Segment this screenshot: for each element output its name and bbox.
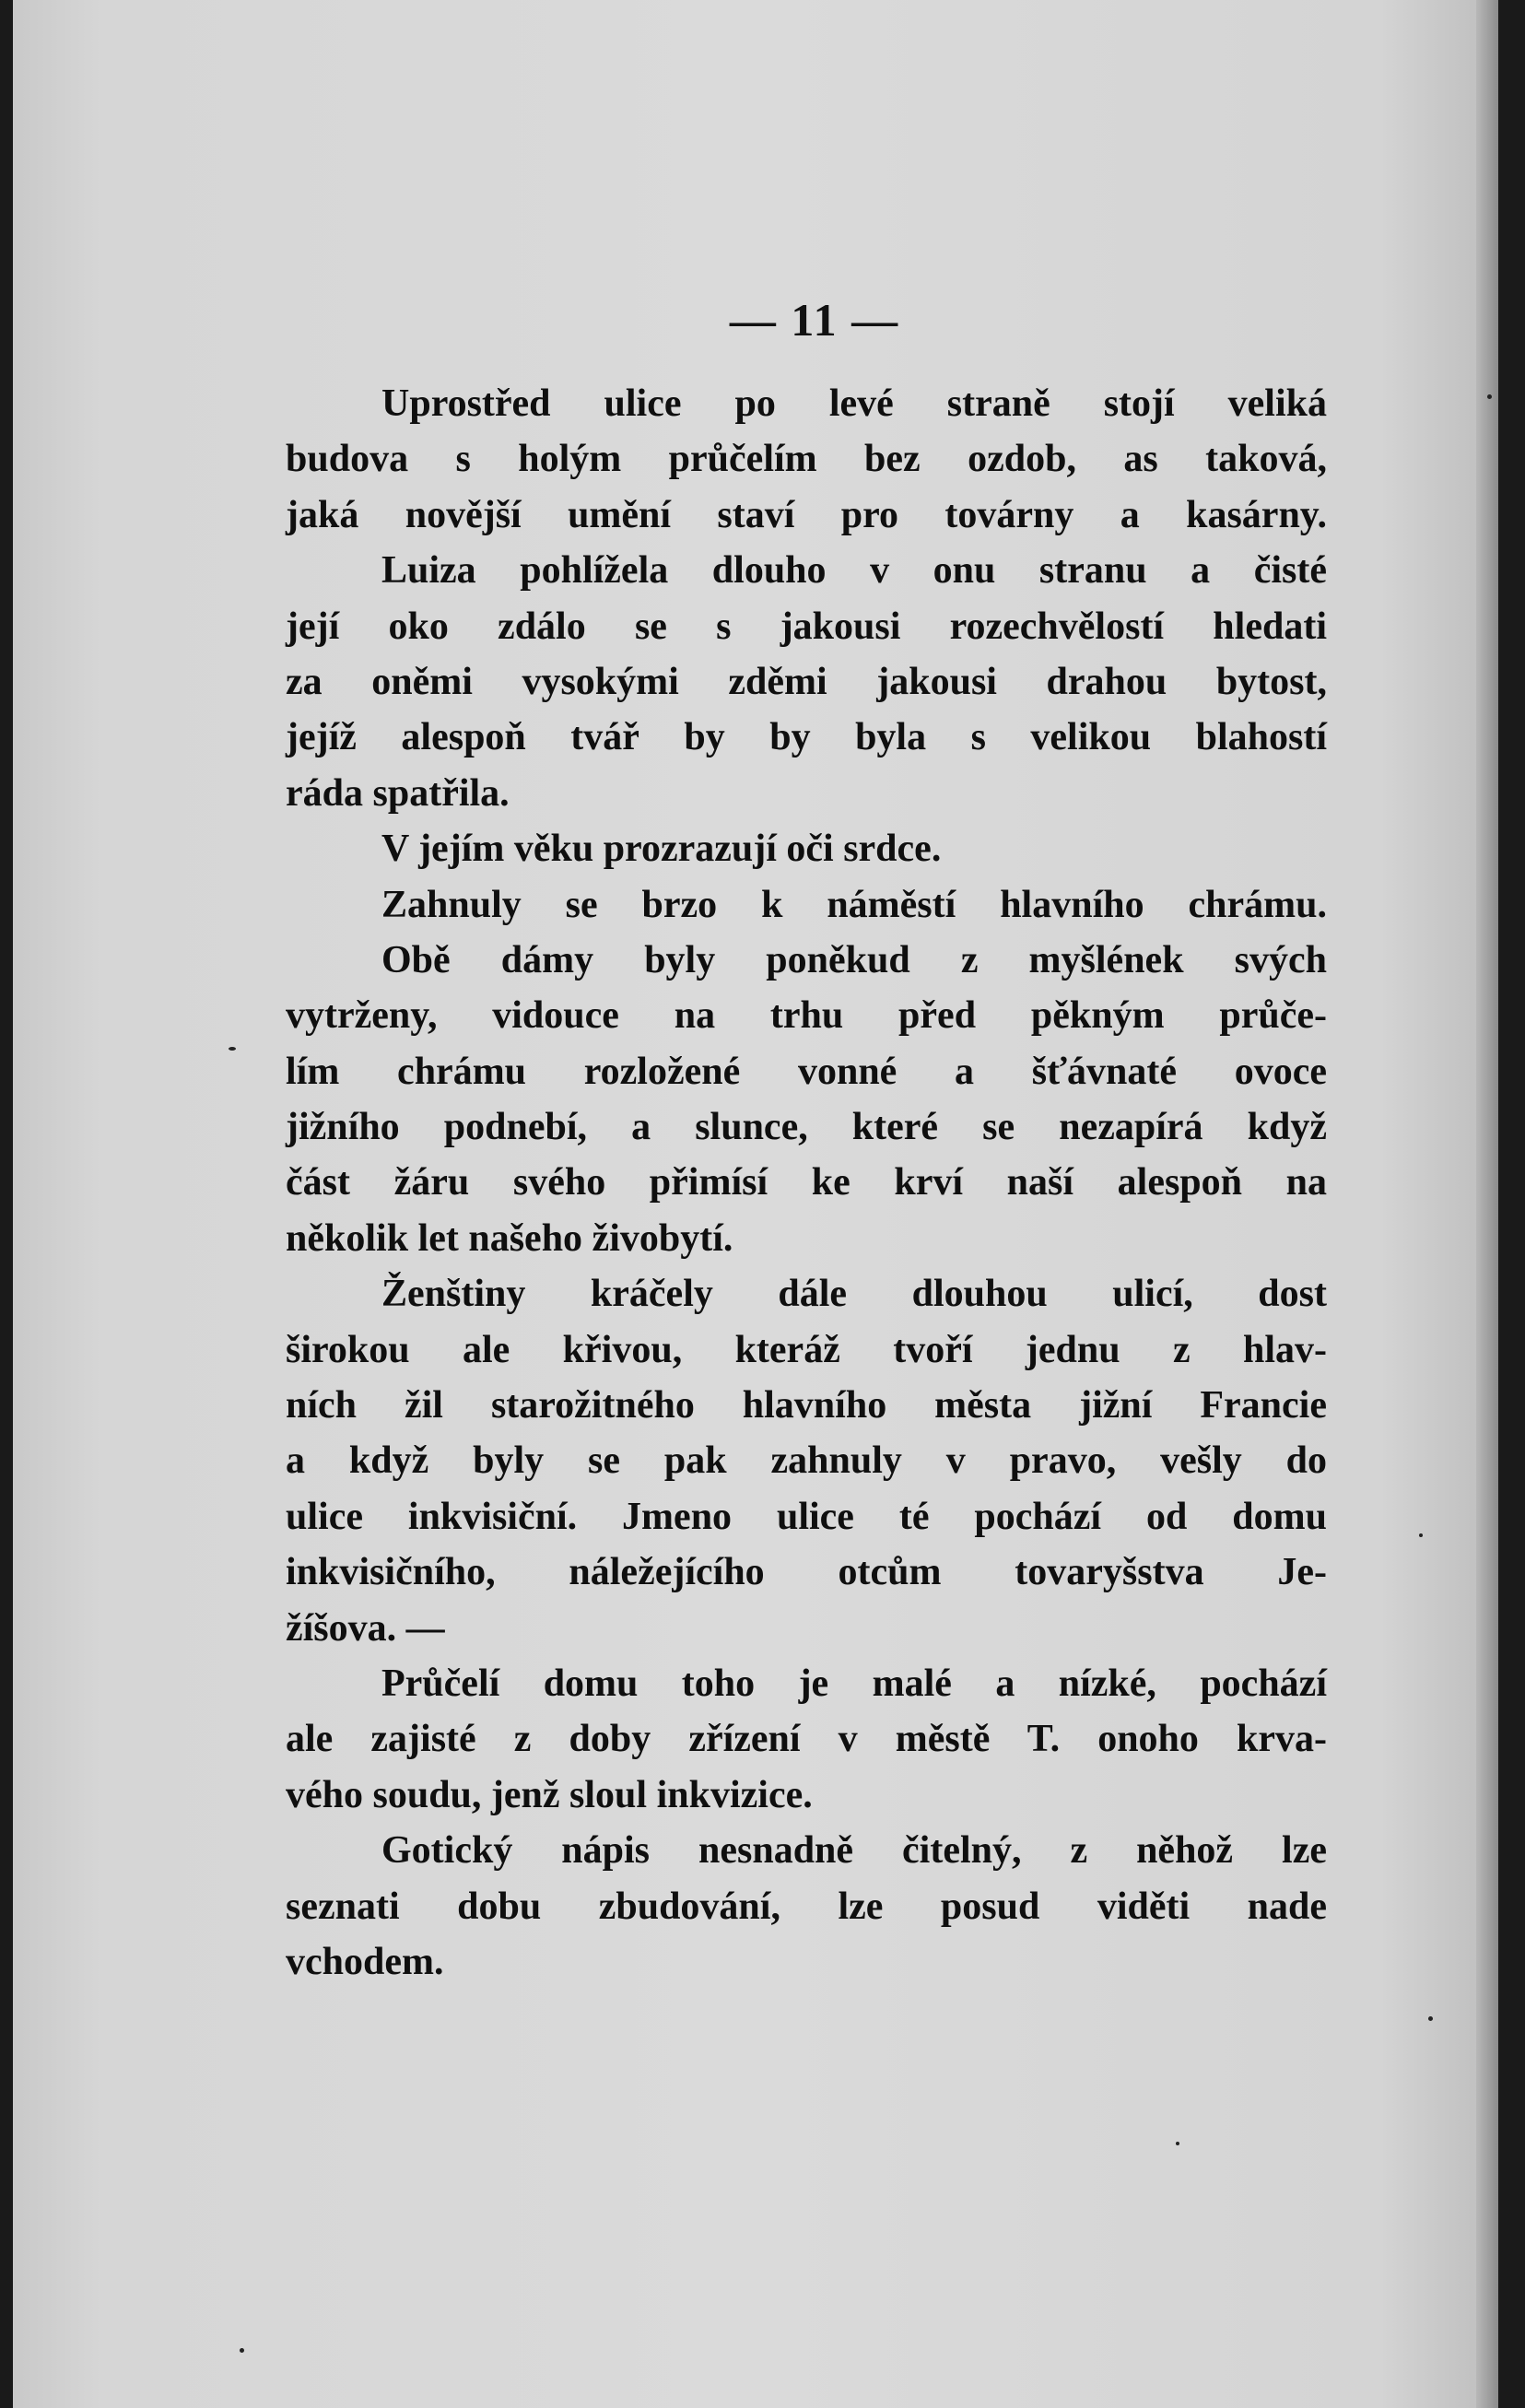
- paper-speck: [229, 1047, 236, 1051]
- text-line: za oněmi vysokými zděmi jakousi drahou bytost,: [286, 660, 1327, 703]
- paper-speck: [240, 2348, 244, 2353]
- text-line: Obě dámy byly poněkud z myšlének svých: [381, 938, 1327, 981]
- text-line: vchodem.: [286, 1940, 444, 1983]
- text-line: Uprostřed ulice po levé straně stojí veliká: [381, 382, 1327, 425]
- text-line: žíšova. —: [286, 1606, 445, 1650]
- text-line: širokou ale křivou, kteráž tvoří jednu z hlav-: [286, 1328, 1327, 1371]
- book-page: [13, 0, 1498, 2408]
- paper-speck: [1419, 1533, 1423, 1537]
- text-line: a když byly se pak zahnuly v pravo, vešly do: [286, 1439, 1327, 1483]
- text-line: několik let našeho živobytí.: [286, 1216, 733, 1260]
- text-line: seznati dobu zbudování, lze posud viděti nade: [286, 1885, 1327, 1928]
- text-line: jižního podnebí, a slunce, které se nezapírá když: [286, 1106, 1327, 1149]
- text-line: Zahnuly se brzo k náměstí hlavního chrámu.: [381, 883, 1327, 926]
- text-line: ních žil starožitného hlavního města jižní Francie: [286, 1384, 1327, 1427]
- paper-speck: [1428, 2016, 1433, 2021]
- paper-speck: [1176, 2142, 1179, 2145]
- text-line: jejíž alespoň tvář by by byla s velikou blahostí: [286, 716, 1327, 759]
- text-line: Gotický nápis nesnadně čitelný, z něhož lze: [381, 1829, 1327, 1873]
- page-number: — 11 —: [729, 294, 900, 346]
- text-line: inkvisičního, náležejícího otcům tovaryšstva Je-: [286, 1551, 1327, 1594]
- text-line: jaká novější umění staví pro továrny a kasárny.: [286, 493, 1327, 536]
- text-line: ráda spatřila.: [286, 771, 510, 815]
- text-line: lím chrámu rozložené vonné a šťávnaté ovoce: [286, 1050, 1327, 1093]
- text-line: budova s holým průčelím bez ozdob, as taková,: [286, 438, 1327, 481]
- page-edge-shadow: [1476, 0, 1498, 2408]
- text-line: její oko zdálo se s jakousi rozechvělostí hledati: [286, 605, 1327, 648]
- text-line: ale zajisté z doby zřízení v městě T. onoho krva-: [286, 1718, 1327, 1761]
- body-text: [286, 376, 1327, 1990]
- text-line: Ženštiny kráčely dále dlouhou ulicí, dost: [381, 1273, 1327, 1316]
- text-line: část žáru svého přimísí ke krví naší alespoň na: [286, 1161, 1327, 1204]
- text-line: vého soudu, jenž sloul inkvizice.: [286, 1773, 813, 1816]
- text-line: Luiza pohlížela dlouho v onu stranu a čisté: [381, 549, 1327, 593]
- text-line: Průčelí domu toho je malé a nízké, pochází: [381, 1662, 1327, 1705]
- text-line: vytrženy, vidouce na trhu před pěkným průče-: [286, 994, 1327, 1038]
- text-line: V jejím věku prozrazují oči srdce.: [381, 828, 942, 871]
- paper-speck: [1487, 394, 1492, 399]
- text-line: ulice inkvisiční. Jmeno ulice té pochází od domu: [286, 1495, 1327, 1538]
